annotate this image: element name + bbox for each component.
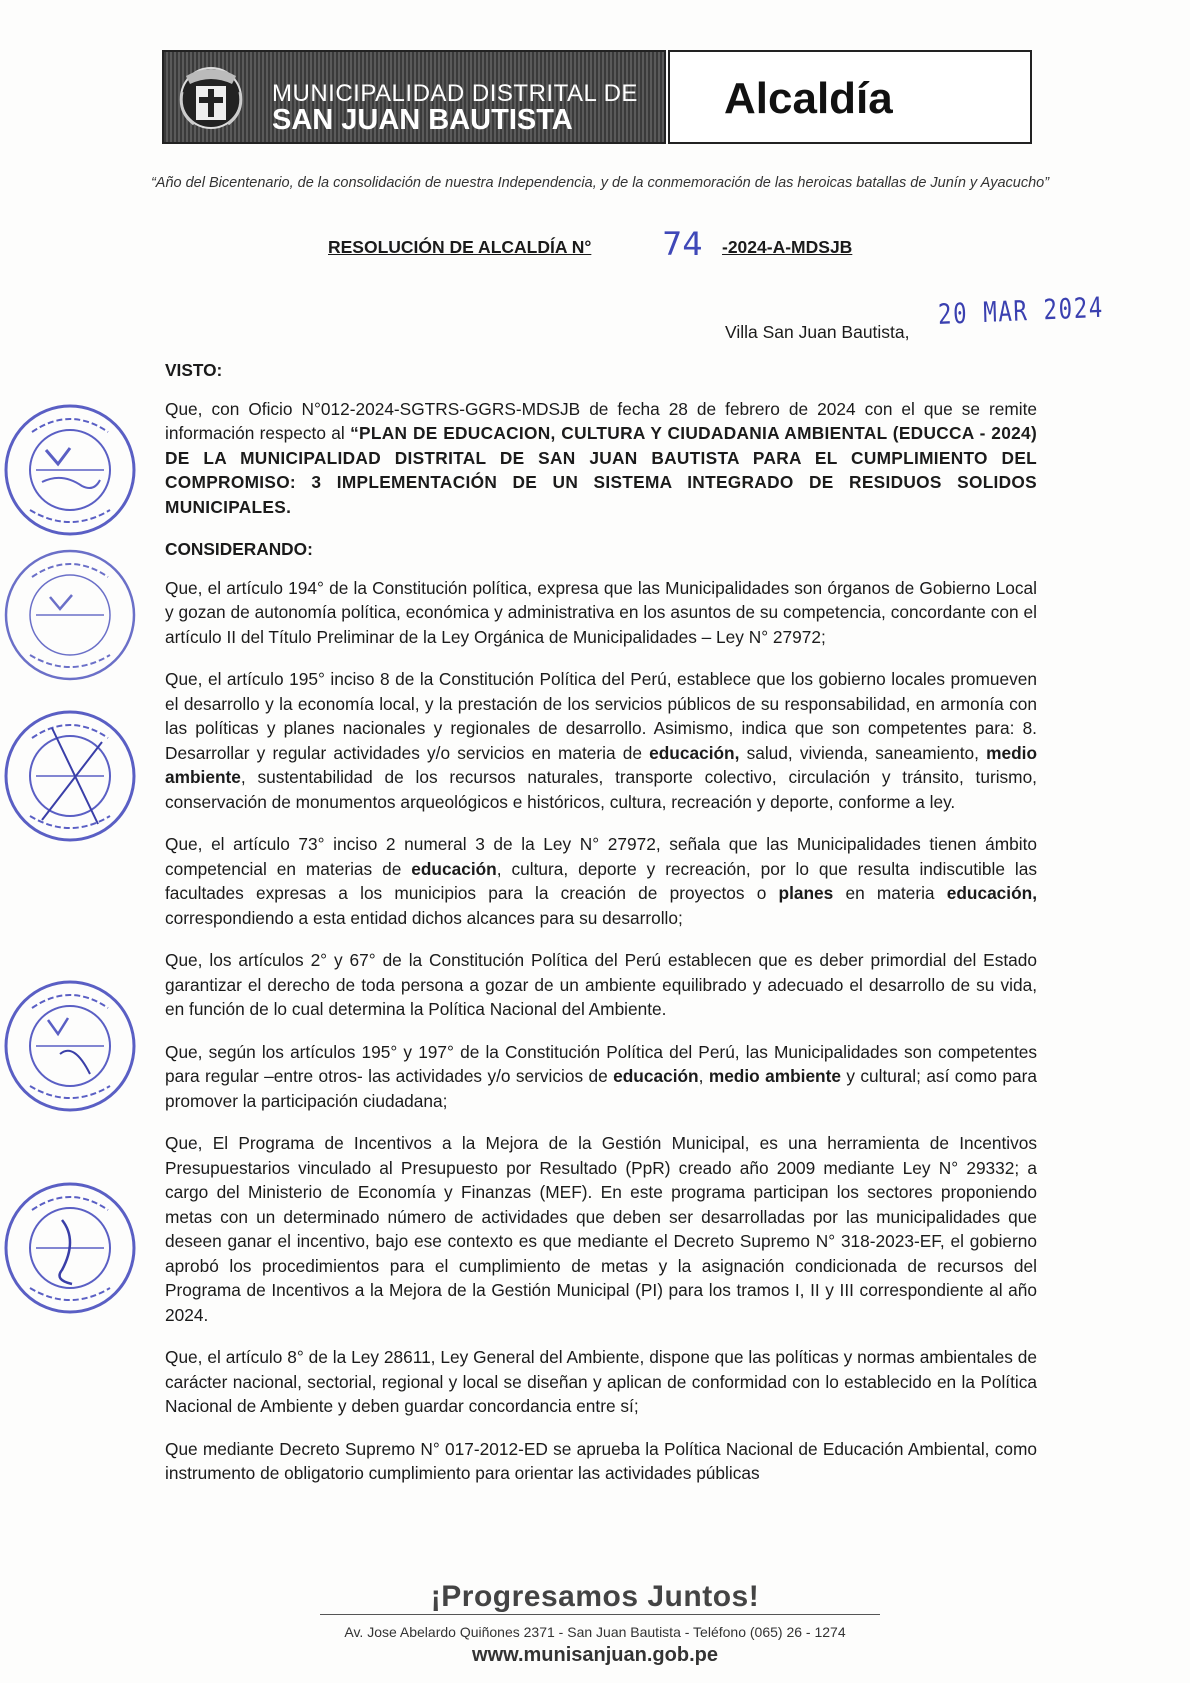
bold-term: educación	[411, 858, 497, 879]
footer-slogan: ¡Progresamos Juntos!	[430, 1580, 760, 1613]
considerando-paragraph-2	[165, 667, 1037, 814]
municipality-name-line2: SAN JUAN BAUTISTA	[272, 104, 573, 136]
visto-heading: VISTO:	[165, 360, 223, 380]
year-motto: “Año del Bicentenario, de la consolidación de nuestra Independencia, y de la conmemoración de las heroicas batallas de Junín y Ayacucho”	[150, 175, 1050, 191]
resolution-title: RESOLUCIÓN DE ALCALDÍA N°	[328, 237, 592, 257]
considerando-heading: CONSIDERANDO:	[165, 539, 313, 559]
considerando-paragraph-8: Que mediante Decreto Supremo N° 017-2012-ED se aprueba la Política Nacional de Educación Ambiental, como instrumento de obligatorio cumplimiento para orientar las actividades públicas	[165, 1438, 1037, 1483]
bold-term: planes	[778, 883, 834, 903]
date-stamp: 20 MAR 2024	[937, 290, 1105, 331]
approval-stamp-asesoria-juridica-icon	[2, 708, 138, 844]
approval-stamp-gerencia-municipal-icon	[2, 547, 138, 683]
municipality-name-line1: MUNICIPALIDAD DISTRITAL DE	[272, 80, 638, 107]
considerando-paragraph-1: Que, el artículo 194° de la Constitución política, expresa que las Municipalidades son órganos de Gobierno Local y gozan de autonomía política, económica y administrativa en los asuntos de su competencia, concordante con el artículo II del Título Preliminar de la Ley Orgánica de Municipalidades – Ley N° 27972;	[165, 577, 1037, 647]
bold-term: medio ambiente	[165, 742, 1038, 787]
text-segment: y cultural; así como para promover la participación ciudadana;	[165, 1066, 1037, 1111]
resolution-suffix: -2024-A-MDSJB	[722, 237, 853, 257]
text-segment: salud, vivienda, saneamiento,	[739, 742, 987, 763]
bold-term: medio ambiente	[708, 1066, 841, 1086]
text-segment: correspondiendo a esta entidad dichos alcances para su desarrollo;	[165, 907, 683, 928]
footer-divider	[320, 1614, 880, 1615]
municipal-crest-icon	[178, 62, 244, 130]
text-segment: Que, según los artículos 195° y 197° de la Constitución Política del Perú, las Municipalidades son competentes para regular –entre otros- las actividades y/o servicios de	[165, 1041, 1037, 1086]
bold-term: educación	[613, 1066, 699, 1086]
municipality-banner	[162, 50, 666, 144]
bold-term: educación,	[649, 742, 740, 763]
footer-address: Av. Jose Abelardo Quiñones 2371 - San Juan Bautista - Teléfono (065) 26 - 1274	[344, 1624, 846, 1640]
approval-stamp-planeamiento-presupuesto-icon	[2, 978, 138, 1114]
considerando-paragraph-3	[165, 832, 1037, 930]
office-box	[668, 50, 1032, 144]
office-title: Alcaldía	[724, 74, 893, 123]
bold-term: educación,	[946, 883, 1038, 903]
text-segment: , sustentabilidad de los recursos naturales, transporte colectivo, circulación y tránsito, turismo, conservación de monumentos arqueológicos e históricos, cultura, recreación y deporte, conforme a ley.	[165, 767, 1037, 812]
approval-stamp-gerencia-servicios-icon	[2, 1180, 138, 1316]
text-segment: Que, el artículo 195° inciso 8 de la Constitución Política del Perú, establece que los gobierno locales promueven el desarrollo y la economía local, y la prestación de los servicios públicos de su responsabilidad, en armonía con las políticas y planes nacionales y regionales de desarrollo. Asimismo, indica que son competentes para: 8. Desarrollar y regular actividades y/o servicios en materia de	[165, 669, 1037, 763]
resolution-number-handwritten: 74	[662, 225, 703, 263]
visto-text: Que, con Oficio N°012-2024-SGTRS-GGRS-MDSJB de fecha 28 de febrero de 2024 con el que se remite información respecto al	[165, 398, 1037, 443]
document-body	[165, 358, 1037, 1504]
text-segment: , cultura, deporte y recreación, por lo que resulta indiscutible las facultades expresas a los municipios para la creación de proyectos o	[165, 858, 1037, 903]
footer-website: www.munisanjuan.gob.pe	[472, 1644, 718, 1666]
considerando-paragraph-6: Que, El Programa de Incentivos a la Mejora de la Gestión Municipal, es una herramienta de Incentivos Presupuestarios vinculado al Presupuesto por Resultado (PpR) creado año 2009 mediante Ley N° 29332; a cargo del Ministerio de Economía y Finanzas (MEF). En este programa participan los sectores proponiendo metas con un determinado número de actividades que deben ser desarrolladas por las municipalidades que deseen ganar el incentivo, bajo ese contexto es que mediante el Decreto Supremo N° 318-2023-EF, el gobierno aprobó los procedimientos para el cumplimiento de metas y la asignación condicionada de recursos del Programa de Incentivos a la Mejora de la Gestión Municipal (PI) para los tramos I, II y III correspondiente al año 2024.	[165, 1133, 1037, 1325]
place-line: Villa San Juan Bautista,	[725, 322, 910, 342]
text-segment: Que, el artículo 73° inciso 2 numeral 3 de la Ley N° 27972, señala que las Municipalidades tienen ámbito competencial en materias de	[165, 834, 1037, 879]
considerando-paragraph-5	[165, 1040, 1037, 1114]
visto-paragraph	[165, 397, 1037, 520]
text-segment: ,	[698, 1066, 709, 1086]
letterhead	[162, 50, 1030, 142]
considerando-paragraph-4: Que, los artículos 2° y 67° de la Constitución Política del Perú establecen que es deber primordial del Estado garantizar el derecho de toda persona a gozar de un ambiente equilibrado y adecuado el desarrollo de su vida, en función de lo cual determina la Política Nacional del Ambiente.	[165, 950, 1037, 1019]
approval-stamp-alcaldia-icon	[2, 402, 138, 538]
visto-plan-title: “PLAN DE EDUCACION, CULTURA Y CIUDADANIA AMBIENTAL (EDUCCA - 2024) DE LA MUNICIPALIDAD DISTRITAL DE SAN JUAN BAUTISTA PARA EL CUMPLIMIENTO DEL COMPROMISO: 3 IMPLEMENTACIÓN DE UN SISTEMA INTEGRADO DE RESIDUOS SOLIDOS MUNICIPALES.	[165, 423, 1037, 517]
text-segment: en materia	[833, 883, 947, 903]
considerando-paragraph-7: Que, el artículo 8° de la Ley 28611, Ley General del Ambiente, dispone que las políticas y normas ambientales de carácter nacional, sectorial, regional y local se diseñan y aplican de conformidad con lo establecido en la Política Nacional de Ambiente y deben guardar concordancia entre sí;	[165, 1347, 1037, 1416]
